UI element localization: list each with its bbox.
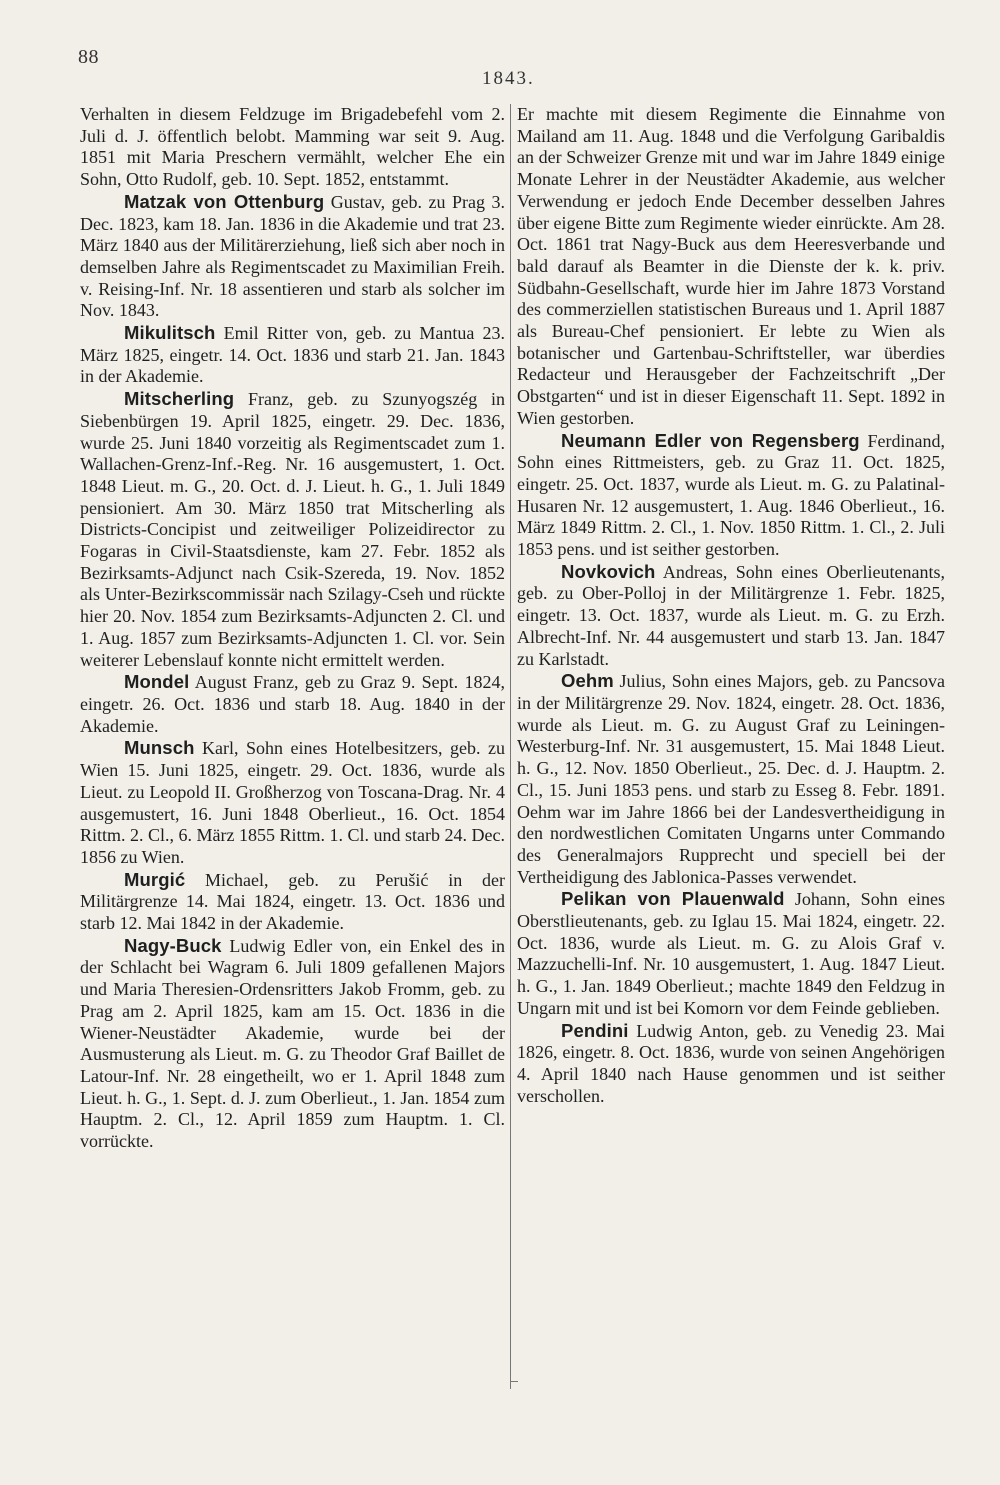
biography-entry [80, 322, 505, 388]
biography-entry [80, 388, 505, 671]
entry-name: Pendini [561, 1019, 629, 1041]
right-column [517, 104, 945, 1107]
page-number: 88 [78, 46, 99, 68]
biography-entry [80, 191, 505, 322]
entry-text: Johann, Sohn eines Oberstlieutenants, geb. zu Iglau 15. Mai 1824, eingetr. 22. Oct. 1836, wurde als Lieut. m. G. zu Alois Graf v. Mazzuchelli-Inf. Nr. 10 ausgemustert, 1. Aug. 1847 Lieut. h. G., 1. Jan. 1849 Oberlieut.; machte 1849 den Feldzug in Ungarn mit und ist bei Komorn vor dem Feinde geblieben. [517, 889, 945, 1018]
biography-entry [517, 1020, 945, 1108]
entry-text: Karl, Sohn eines Hotelbesitzers, geb. zu Wien 15. Juni 1825, eingetr. 29. Oct. 1836, wurde als Lieut. zu Leopold II. Großherzog von Toscana-Drag. Nr. 4 ausgemustert, 16. Juni 1848 Oberlieut., 16. Oct. 1854 Rittm. 2. Cl., 6. März 1855 Rittm. 1. Cl. und starb 24. Dec. 1856 zu Wien. [80, 738, 505, 867]
biography-entry [80, 737, 505, 868]
entry-text: Emil Ritter von, geb. zu Mantua 23. März 1825, eingetr. 14. Oct. 1836 und starb 21. Jan. 1843 in der Akademie. [80, 323, 505, 387]
entry-text: Ferdinand, Sohn eines Rittmeisters, geb. zu Graz 11. Oct. 1825, eingetr. 25. Oct. 1837, wurde als Lieut. m. G. zu Palatinal-Husaren Nr. 12 ausgemustert, 1. Aug. 1846 Oberlieut., 16. März 1849 Rittm. 2. Cl., 1. Nov. 1850 Rittm. 1. Cl., 2. Juli 1853 pens. und ist seither gestorben. [517, 430, 945, 560]
entry-name: Mikulitsch [124, 322, 216, 344]
continuation-text: Er machte mit diesem Regimente die Einnahme von Mailand am 11. Aug. 1848 und die Verfolgung Garibaldis an der Schweizer Grenze mit und war im Jahre 1849 einige Monate Lehrer in der Neustädter Akademie, aus welcher Verwendung er jedoch Ende December desselben Jahres über eigene Bitte zum Regimente wieder einrückte. Am 28. Oct. 1861 trat Nagy-Buck aus dem Heeresverbande und bald darauf als Beamter in die Dienste der k. k. priv. Südbahn-Gesellschaft, wurde hier im Jahre 1873 Vorstand des commerziellen statistischen Bureaus und 1. April 1887 als Bureau-Chef pensioniert. Er lebte zu Wien als botanischer und Gartenbau-Schriftsteller, war überdies Redacteur und Herausgeber der Fachzeitschrift „Der Obstgarten“ und ist in dieser Eigenschaft 11. Sept. 1892 in Wien gestorben. [517, 104, 945, 428]
left-column [80, 104, 505, 1153]
biography-entry [80, 671, 505, 737]
entry-name: Mondel [124, 671, 190, 693]
entry-name: Novkovich [561, 560, 656, 582]
column-rule [510, 104, 511, 1389]
biography-entry [517, 430, 945, 561]
column-rule-foot [510, 1381, 518, 1382]
biography-entry [517, 888, 945, 1019]
entry-name: Neumann Edler von Regensberg [561, 429, 860, 451]
entry-text: Michael, geb. zu Perušić in der Militärgrenze 14. Mai 1824, eingetr. 13. Oct. 1836 und starb 12. Mai 1842 in der Akademie. [80, 869, 505, 934]
biography-entry [517, 670, 945, 888]
entry-name: Nagy-Buck [124, 934, 222, 956]
entry-name: Mitscherling [124, 388, 235, 410]
entry-text: Ludwig Edler von, ein Enkel des in der Schlacht bei Wagram 6. Juli 1809 gefallenen Majors und Maria Theresien-Ordensritters Jakob Fromm, geb. zu Prag am 2. April 1825, kam am 15. Oct. 1836 in die Wiener-Neustädter Akademie, wurde bei der Ausmusterung als Lieut. m. G. zu Theodor Graf Baillet de Latour-Inf. Nr. 28 eingetheilt, wo er 1. April 1848 zum Lieut. h. G., 1. Sept. d. J. zum Oberlieut., 1. Jan. 1854 zum Hauptm. 2. Cl., 12. April 1859 zum Hauptm. 1. Cl. vorrückte. [80, 935, 505, 1152]
entry-text: Julius, Sohn eines Majors, geb. zu Pancsova in der Militärgrenze 29. Nov. 1824, eingetr. 28. Oct. 1836, wurde als Lieut. m. G. zu August Graf zu Leiningen-Westerburg-Inf. Nr. 31 ausgemustert, 15. Mai 1848 Lieut. h. G., 12. Nov. 1850 Oberlieut., 25. Dec. d. J. Hauptm. 2. Cl., 15. Juni 1853 pens. und starb zu Esseg 8. Febr. 1891. Oehm war im Jahre 1866 bei der Landesvertheidigung in den nordwestlichen Comitaten Ungarns unter Commando des Generalmajors Rupprecht und speciell bei der Vertheidigung des Jablonica-Passes verwendet. [517, 671, 945, 887]
biography-entry [517, 561, 945, 671]
entry-text: August Franz, geb zu Graz 9. Sept. 1824, eingetr. 26. Oct. 1836 und starb 18. Aug. 1840 in der Akademie. [80, 672, 505, 736]
entry-name: Matzak von Ottenburg [124, 190, 325, 212]
entry-name: Murgić [124, 868, 186, 890]
continuation-text: Verhalten in diesem Feldzuge im Brigadebefehl vom 2. Juli d. J. öffentlich belobt. Mamming war seit 9. Aug. 1851 mit Maria Preschern vermählt, welcher Ehe ein Sohn, Otto Rudolf, geb. 10. Sept. 1852, entstammt. [80, 104, 505, 190]
entry-text: Franz, geb. zu Szunyogszég in Siebenbürgen 19. April 1825, eingetr. 29. Dec. 1836, wurde 25. Juni 1840 vorzeitig als Regimentscadet zum 1. Wallachen-Grenz-Inf.-Reg. Nr. 16 ausgemustert, 1. Oct. 1848 Lieut. m. G., 20. Oct. d. J. Lieut. h. G., 1. Juli 1849 pensioniert. Am 30. März 1850 trat Mitscherling als Districts-Concipist und zeitweiliger Polizeidirector zu Fogaras in Civil-Staatsdienste, kam 27. Febr. 1852 als Bezirksamts-Adjunct nach Csik-Szereda, 19. Nov. 1852 als Unter-Bezirkscommissär nach Szilagy-Cseh und rückte hier 20. Nov. 1854 zum Bezirksamts-Adjuncten 2. Cl. und 1. Aug. 1857 zum Bezirksamts-Adjuncten 1. Cl. vor. Sein weiterer Lebenslauf konnte nicht ermittelt werden. [80, 389, 505, 670]
entry-text: Ludwig Anton, geb. zu Venedig 23. Mai 1826, eingetr. 8. Oct. 1836, wurde von seinen Angehörigen 4. April 1840 nach Hause genommen und ist seither verschollen. [517, 1020, 945, 1106]
entry-name: Pelikan von Plauenwald [561, 888, 785, 910]
entry-name: Oehm [561, 670, 614, 692]
biography-entry [80, 935, 505, 1153]
entry-text: Andreas, Sohn eines Oberlieutenants, geb. zu Ober-Polloj in der Militärgrenze 1. Febr. 1825, eingetr. 13. Oct. 1837, wurde als Lieut. m. G. zu Erzh. Albrecht-Inf. Nr. 44 ausgemustert und starb 13. Jan. 1847 zu Karlstadt. [517, 561, 945, 669]
biography-entry [80, 869, 505, 935]
entry-text: Gustav, geb. zu Prag 3. Dec. 1823, kam 18. Jan. 1836 in die Akademie und trat 23. März 1840 aus der Militärerziehung, ließ sich aber noch in demselben Jahre als Regimentscadet zu Maximilian Freih. v. Reising-Inf. Nr. 18 assentieren und starb als solcher im Nov. 1843. [80, 191, 505, 321]
running-title: 1843. [482, 68, 535, 89]
entry-name: Munsch [124, 737, 195, 759]
